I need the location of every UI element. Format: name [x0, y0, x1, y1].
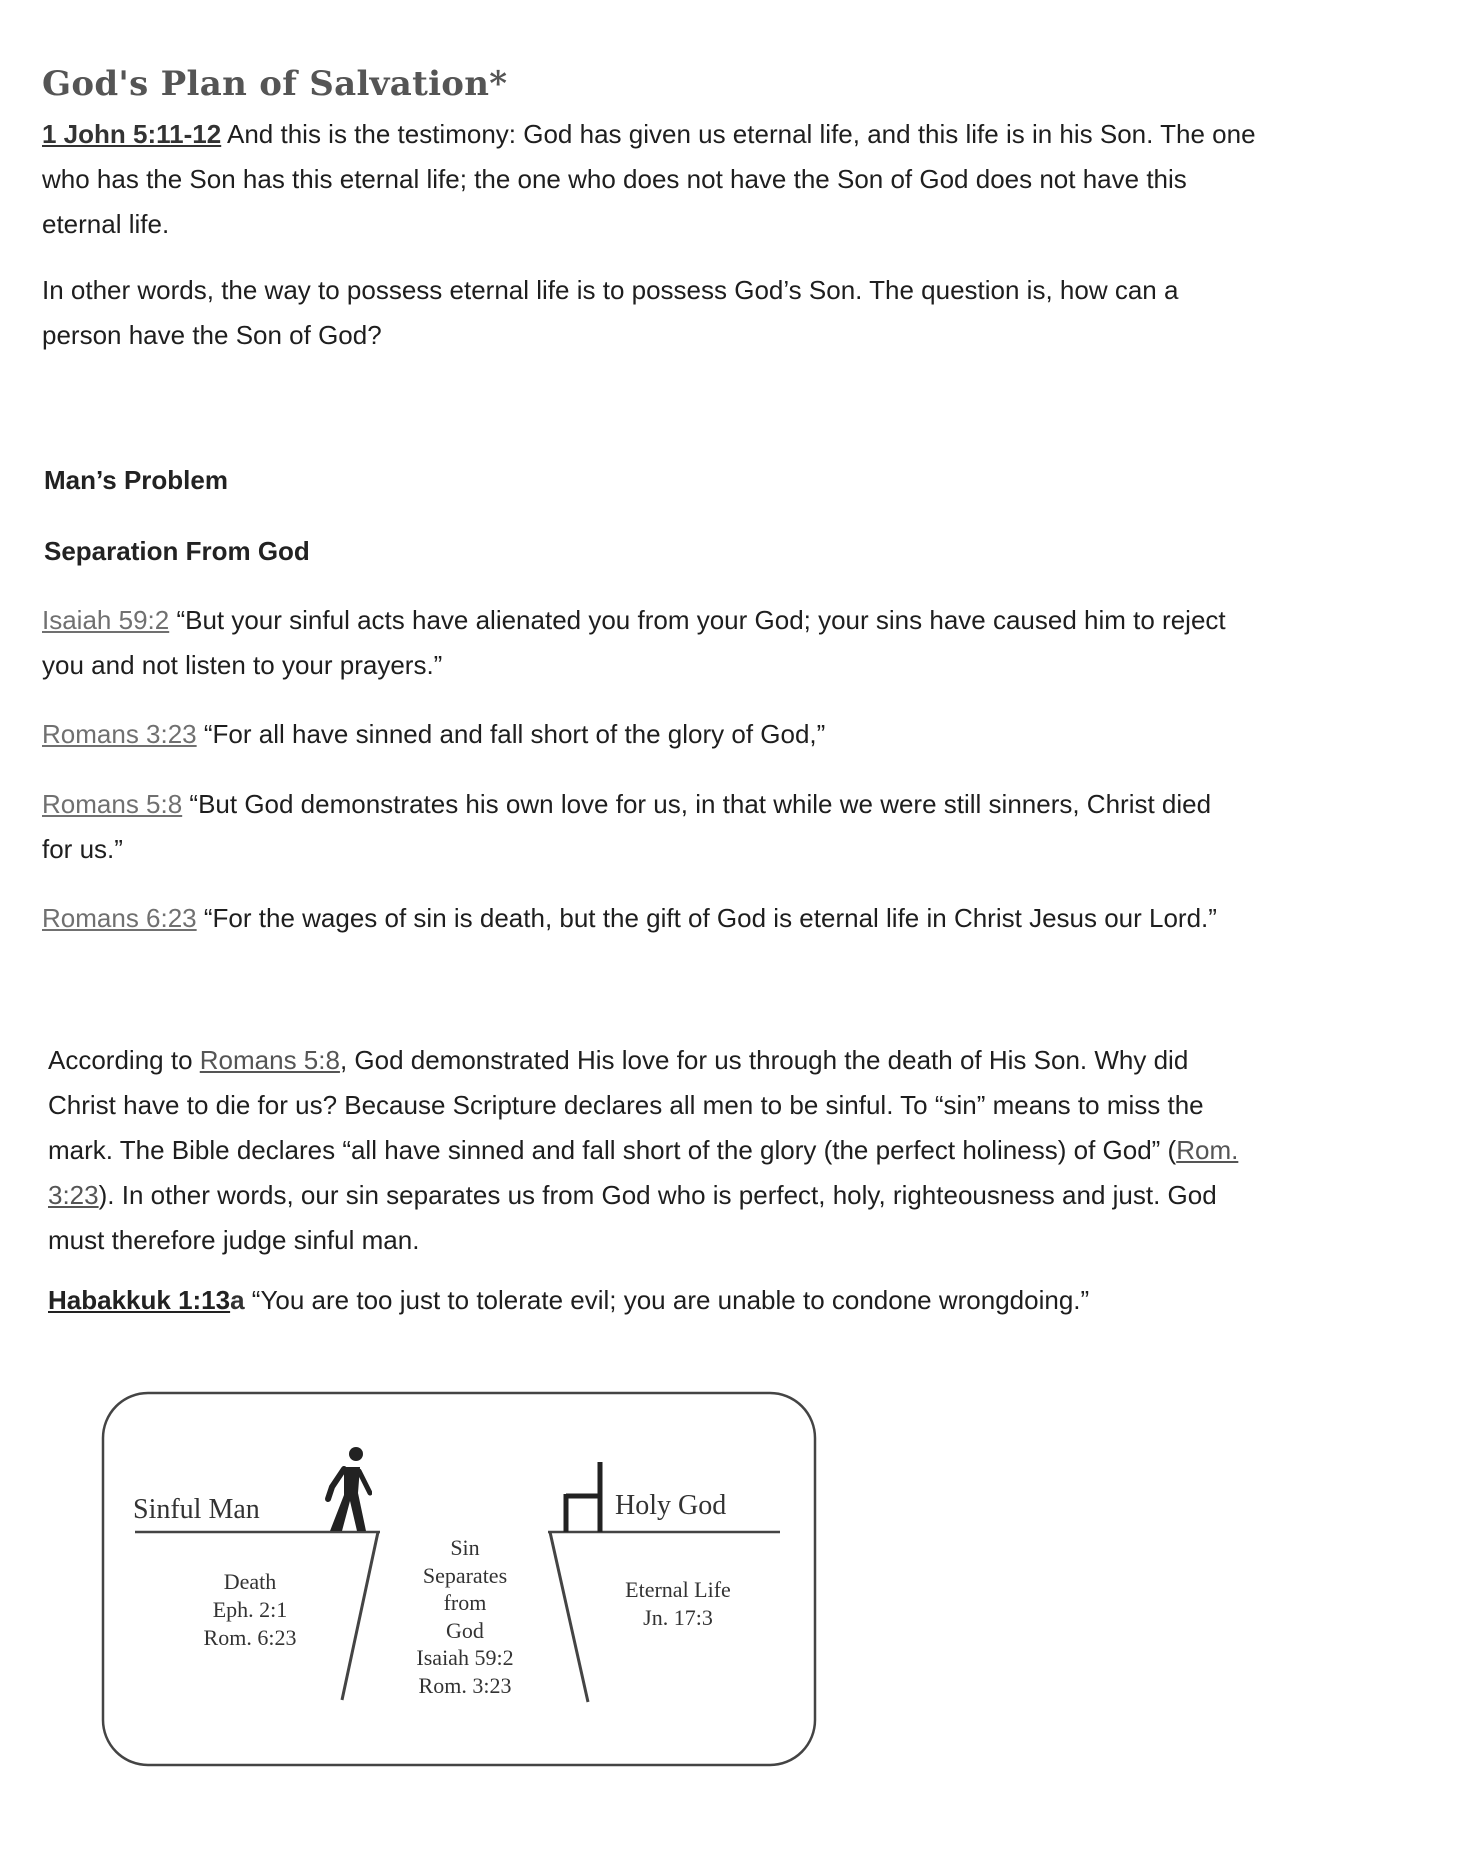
right-column: [578, 1576, 778, 1632]
verse-ref[interactable]: Isaiah 59:2: [42, 605, 170, 635]
explanation-text: According to: [48, 1045, 200, 1075]
habakkuk-text: “You are too just to tolerate evil; you are unable to condone wrongdoing.”: [244, 1285, 1090, 1315]
question-line-1: In other words, the way to possess eternal life is to possess God’s Son. The question is, how can a: [42, 275, 1179, 305]
middle-line: Separates: [422, 1562, 508, 1588]
verse-romans-5-8: [42, 782, 1362, 872]
verse-habakkuk: [48, 1278, 1368, 1323]
habakkuk-ref[interactable]: Habakkuk 1:13: [48, 1285, 231, 1315]
cross-icon: [562, 1462, 608, 1532]
left-line: Death: [223, 1569, 277, 1594]
middle-line: Rom. 3:23: [418, 1672, 512, 1698]
sinful-man-label: Sinful Man: [133, 1494, 260, 1525]
right-line: Jn. 17:3: [643, 1605, 713, 1630]
verse-romans-6-23: [42, 896, 1362, 941]
right-line: Eternal Life: [625, 1577, 731, 1602]
left-column: [160, 1568, 340, 1652]
explanation-line-2: Christ have to die for us? Because Scripture declares all men to be sinful. To “sin” means to miss the: [48, 1090, 1204, 1120]
middle-column: [370, 1534, 560, 1699]
explanation-paragraph: [48, 1038, 1368, 1263]
intro-line-1: [42, 112, 1362, 157]
romans-5-8-link[interactable]: Romans 5:8: [199, 1045, 340, 1075]
verse-text: “For all have sinned and fall short of the glory of God,”: [196, 719, 826, 749]
question-line-2: person have the Son of God?: [42, 320, 382, 350]
rom-3-23-link[interactable]: Rom.: [1176, 1135, 1239, 1165]
rom-3-23-link-continued[interactable]: 3:23: [48, 1180, 99, 1210]
verse-text: “But God demonstrates his own love for us, in that while we were still sinners, Christ died: [182, 789, 1212, 819]
verse-ref[interactable]: Romans 6:23: [42, 903, 197, 933]
intro-verse-ref[interactable]: 1 John 5:11-12: [42, 119, 222, 149]
verse-text-continued: for us.”: [42, 834, 123, 864]
explanation-text: , God demonstrated His love for us through the death of His Son. Why did: [339, 1045, 1189, 1075]
left-line: Eph. 2:1: [212, 1597, 288, 1622]
intro-paragraph: [42, 112, 1362, 247]
habakkuk-ref-suffix: a: [230, 1285, 245, 1315]
verse-isaiah: [42, 598, 1362, 688]
middle-line: Isaiah 59:2: [416, 1645, 514, 1670]
intro-line-2: who has the Son has this eternal life; the one who does not have the Son of God does not have this: [42, 164, 1187, 194]
page-title: God's Plan of Salvation*: [42, 64, 508, 104]
middle-line: from: [443, 1590, 487, 1615]
question-paragraph: [42, 268, 1362, 358]
left-line: Rom. 6:23: [203, 1625, 297, 1650]
intro-text: And this is the testimony: God has given us eternal life, and this life is in his Son. The one: [221, 119, 1256, 149]
verse-text: “For the wages of sin is death, but the gift of God is eternal life in Christ Jesus our Lord.”: [196, 903, 1217, 933]
separation-diagram: [100, 1390, 820, 1770]
verse-ref[interactable]: Romans 3:23: [42, 719, 197, 749]
verse-text: “But your sinful acts have alienated you from your God; your sins have caused him to reject: [169, 605, 1226, 635]
explanation-line-5: must therefore judge sinful man.: [48, 1225, 420, 1255]
middle-line: God: [446, 1617, 484, 1643]
verse-text-continued: you and not listen to your prayers.”: [42, 650, 443, 680]
verse-ref[interactable]: Romans 5:8: [42, 789, 183, 819]
intro-line-3: eternal life.: [42, 209, 170, 239]
explanation-text: ). In other words, our sin separates us from God who is perfect, holy, righteousness and just. God: [98, 1180, 1217, 1210]
heading-mans-problem: Man’s Problem: [44, 465, 228, 495]
heading-separation: Separation From God: [44, 536, 310, 566]
explanation-text: mark. The Bible declares “all have sinned and fall short of the glory (the perfect holiness) of God” (: [48, 1135, 1177, 1165]
middle-line: Sin: [450, 1535, 480, 1560]
walking-person-icon: [322, 1445, 372, 1533]
holy-god-label: Holy God: [615, 1490, 727, 1521]
verse-romans-3-23: [42, 712, 1362, 757]
